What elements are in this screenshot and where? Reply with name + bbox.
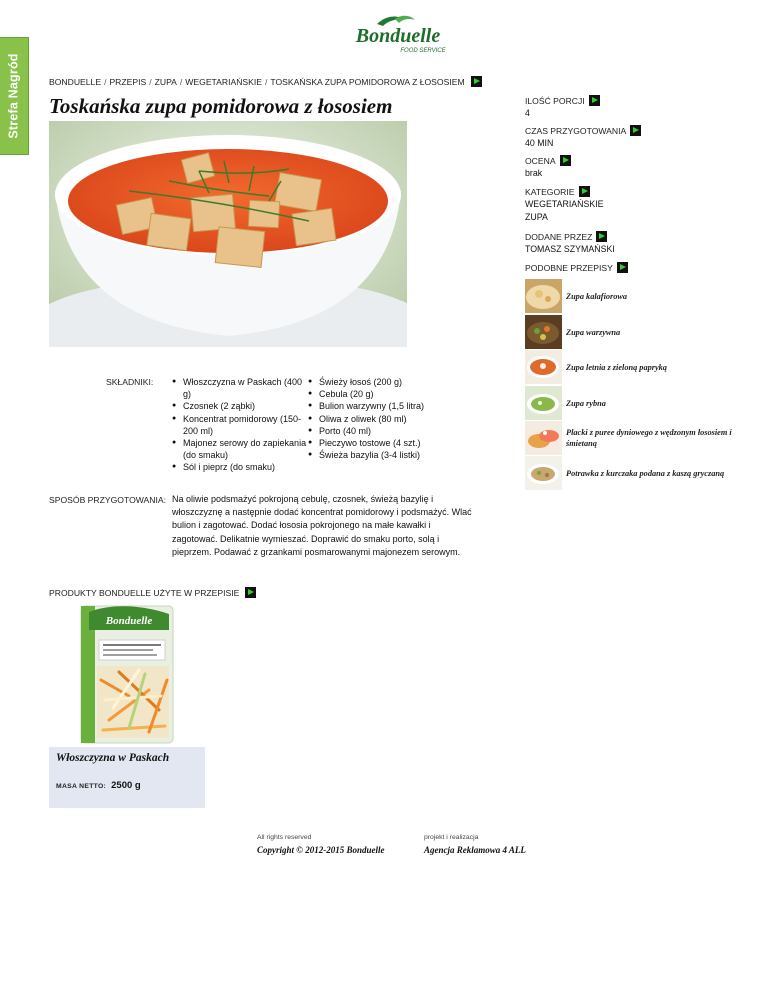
category-value[interactable]: ZUPA <box>525 212 548 222</box>
bonduelle-logo-icon <box>337 14 459 56</box>
breadcrumb-item[interactable]: ZUPA <box>154 76 177 87</box>
ingredient-item: ● Świeży łosoś (200 g) <box>308 376 438 388</box>
similar-recipe-item[interactable] <box>525 279 745 313</box>
similar-recipes-heading <box>525 262 628 273</box>
portions-block <box>525 95 600 119</box>
breadcrumb-item[interactable]: BONDUELLE <box>49 76 102 87</box>
similar-recipe-label: Zupa letnia z zieloną papryką <box>566 362 667 372</box>
product-name[interactable]: Włoszczyzna w Paskach <box>56 752 170 764</box>
page-title: Toskańska zupa pomidorowa z łososiem <box>49 94 393 118</box>
svg-text:Bonduelle: Bonduelle <box>105 615 153 627</box>
ingredient-item: ● Czosnek (2 ząbki) <box>172 400 309 412</box>
category-block <box>525 186 604 223</box>
time-value: 40 MIN <box>525 138 554 148</box>
products-heading-label: PRODUKTY BONDUELLE UŻYTE W PRZEPISIE <box>49 587 240 598</box>
category-label: KATEGORIE <box>525 186 575 197</box>
similar-recipe-item[interactable] <box>525 456 745 490</box>
recipe-photo <box>49 121 407 347</box>
ingredients-list-right <box>308 376 438 461</box>
breadcrumb-item[interactable]: PRZEPIS <box>109 76 147 87</box>
chicken-stew-thumb <box>525 456 562 490</box>
product-weight <box>56 780 198 791</box>
similar-recipes-label: PODOBNE PRZEPISY <box>525 262 613 273</box>
bonduelle-logo[interactable] <box>337 14 459 56</box>
product-package-image <box>49 600 205 747</box>
breadcrumb <box>49 76 482 87</box>
ingredient-item: ● Oliwa z oliwek (80 ml) <box>308 413 438 425</box>
ingredients-list-left <box>172 376 309 474</box>
ingredient-item: ● Sól i pieprz (do smaku) <box>172 461 309 473</box>
author-block <box>525 231 615 255</box>
footer-copyright-text: Copyright © 2012-2015 Bonduelle <box>257 845 385 855</box>
pancakes-thumb <box>525 421 562 455</box>
similar-recipe-label: Zupa kalafiorowa <box>566 291 628 301</box>
play-arrow-icon[interactable] <box>579 186 590 197</box>
footer-credits <box>424 834 526 855</box>
fish-soup-thumb <box>525 386 562 420</box>
similar-recipe-label: Zupa warzywna <box>566 327 621 337</box>
product-info <box>49 747 205 808</box>
ingredient-item: ● Włoszczyzna w Paskach (400 g) <box>172 376 309 400</box>
logo-sub-text: FOOD SERVICE <box>400 48 446 54</box>
soup-bowl-illustration <box>49 121 407 347</box>
play-arrow-icon[interactable] <box>589 95 600 106</box>
logo-brand-text: Bonduelle <box>355 25 441 47</box>
rewards-zone-label: Strefa Nagród <box>7 53 22 139</box>
time-label: CZAS PRZYGOTOWANIA <box>525 125 627 136</box>
preparation-heading: SPOSÓB PRZYGOTOWANIA: <box>49 495 166 505</box>
play-arrow-icon[interactable] <box>596 231 607 242</box>
play-arrow-icon[interactable] <box>617 262 628 273</box>
products-heading <box>49 587 256 598</box>
ingredient-item: ● Pieczywo tostowe (4 szt.) <box>308 437 438 449</box>
ingredient-item: ● Bulion warzywny (1,5 litra) <box>308 400 438 412</box>
breadcrumb-item[interactable]: WEGETARIAŃSKIE <box>185 76 263 87</box>
portions-label: ILOŚĆ PORCJI <box>525 95 585 106</box>
play-arrow-icon[interactable] <box>471 76 482 87</box>
footer-rights-text: All rights reserved <box>257 834 312 841</box>
breadcrumb-separator: / <box>179 76 183 87</box>
breadcrumb-separator: / <box>265 76 268 87</box>
rewards-zone-tab[interactable] <box>0 37 29 155</box>
similar-recipe-label: Placki z puree dyniowego z wędzonym łososiem i śmietaną <box>566 428 732 448</box>
footer-project-text: projekt i realizacja <box>424 834 479 841</box>
similar-recipe-item[interactable] <box>525 315 745 349</box>
ingredient-item: ● Cebula (20 g) <box>308 388 438 400</box>
category-value[interactable]: WEGETARIAŃSKIE <box>525 199 604 209</box>
cauliflower-soup-thumb <box>525 279 562 313</box>
ingredient-item: ● Majonez serowy do zapiekania (do smaku) <box>172 437 309 461</box>
similar-recipe-label: Zupa rybna <box>566 398 606 408</box>
ingredients-heading: SKŁADNIKI: <box>106 377 154 387</box>
time-block <box>525 125 641 149</box>
play-arrow-icon[interactable] <box>245 587 256 598</box>
ingredient-item: ● Świeża bazylia (3-4 listki) <box>308 449 438 461</box>
footer-agency-link[interactable]: Agencja Reklamowa 4 ALL <box>424 845 526 855</box>
play-arrow-icon[interactable] <box>630 125 641 136</box>
rating-block <box>525 155 571 179</box>
product-card[interactable] <box>49 600 205 808</box>
portions-value: 4 <box>525 108 530 118</box>
similar-recipe-item[interactable] <box>525 421 745 455</box>
product-weight-label: MASA NETTO: <box>56 783 107 790</box>
author-label: DODANE PRZEZ <box>525 231 593 242</box>
play-arrow-icon[interactable] <box>560 155 571 166</box>
rating-label: OCENA <box>525 155 556 166</box>
similar-recipe-item[interactable] <box>525 386 745 420</box>
summer-soup-thumb <box>525 350 562 384</box>
product-weight-value: 2500 g <box>111 780 141 791</box>
similar-recipe-label: Potrawka z kurczaka podana z kaszą gryczaną <box>566 468 725 478</box>
similar-recipe-item[interactable] <box>525 350 745 384</box>
vegetable-soup-thumb <box>525 315 562 349</box>
preparation-text: Na oliwie podsmażyć pokrojoną cebulę, czosnek, świeżą bazylię i włoszczyznę a następnie dodać koncentrat pomidorowy i podsmażyć. Wlać bulion i zagotować. Dodać łososia pokrojonego na małe kawałki i zagotować. Delikatnie wymieszać. Doprawić do smaku porto, solą i pieprzem. Podawać z grzankami posmarowanymi majonezem serowym. <box>172 494 472 557</box>
footer-copyright <box>257 834 384 855</box>
breadcrumb-current: TOSKAŃSKA ZUPA POMIDOROWA Z ŁOSOSIEM <box>270 76 465 87</box>
breadcrumb-separator: / <box>104 76 107 87</box>
ingredient-item: ● Porto (40 ml) <box>308 425 438 437</box>
rating-value: brak <box>525 168 543 178</box>
author-value: TOMASZ SZYMAŃSKI <box>525 244 615 254</box>
vegetable-strips-package-icon <box>49 600 205 747</box>
breadcrumb-separator: / <box>149 76 152 87</box>
ingredient-item: ● Koncentrat pomidorowy (150-200 ml) <box>172 413 309 437</box>
